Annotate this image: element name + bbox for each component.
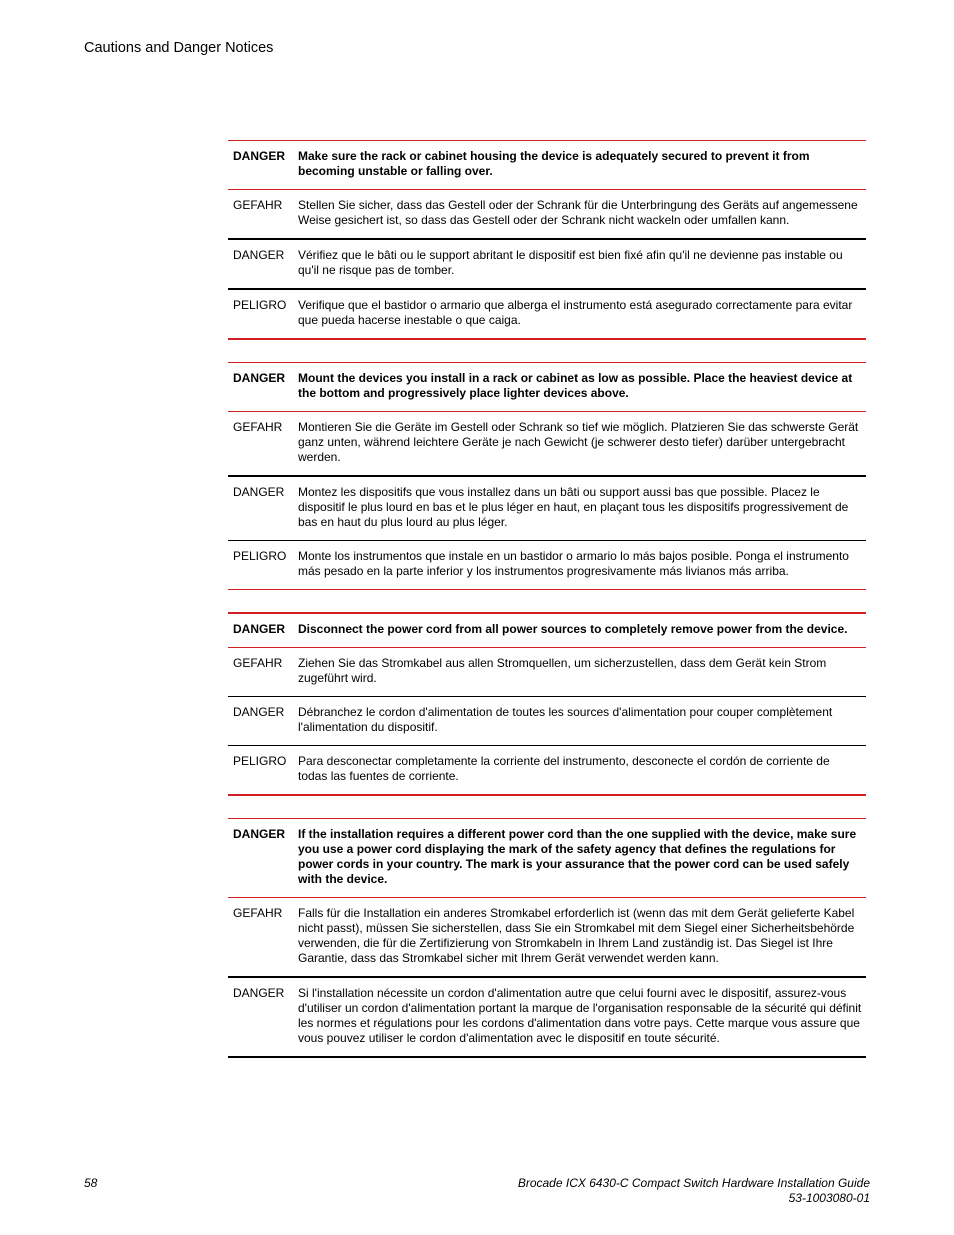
danger-notice-block (228, 612, 866, 796)
danger-notices (228, 140, 866, 1058)
notice-text: Make sure the rack or cabinet housing the device is adequately secured to prevent it from becoming unstable or falling over. (298, 149, 810, 178)
notice-label: PELIGRO (233, 298, 287, 312)
notice-row (228, 976, 866, 1056)
notice-row (228, 140, 866, 189)
notice-label: GEFAHR (233, 420, 283, 434)
notice-row (228, 288, 866, 338)
notice-label: DANGER (233, 622, 286, 636)
notice-label: DANGER (233, 485, 285, 499)
notice-row (228, 362, 866, 411)
notice-text: Si l'installation nécessite un cordon d'alimentation autre que celui fourni avec le dispositif, assurez-vous d'utiliser un cordon d'alimentation portant la marque de l'organisation responsable de la sécurité qui définit les normes et régulations pour les cordons d'alimentation dans votre pays. Cette marque vous assure que vous pouvez utiliser le cordon d'alimentation avec le dispositif en toute sécurité. (298, 986, 862, 1045)
page-number: 58 (84, 1176, 98, 1190)
notice-row (228, 475, 866, 540)
danger-notice-block (228, 818, 866, 1058)
running-head: Cautions and Danger Notices (84, 40, 274, 56)
notice-row (228, 745, 866, 794)
danger-notice-block (228, 362, 866, 590)
footer-doc-title: Brocade ICX 6430-C Compact Switch Hardware Installation Guide (517, 1176, 870, 1190)
notice-text: Para desconectar completamente la corriente del instrumento, desconecte el cordón de corriente de todas las fuentes de corriente. (298, 754, 830, 783)
notice-label: DANGER (233, 149, 286, 163)
block-end-rule (228, 1056, 866, 1058)
notice-label: DANGER (233, 248, 285, 262)
notice-text: Mount the devices you install in a rack or cabinet as low as possible. Place the heaviest device at the bottom and progressively place lighter devices above. (298, 371, 853, 400)
notice-row (228, 818, 866, 897)
notice-label: GEFAHR (233, 906, 283, 920)
footer-doc-info (518, 1176, 870, 1206)
notice-label: PELIGRO (233, 754, 287, 768)
notice-row (228, 897, 866, 976)
notice-label: GEFAHR (233, 656, 283, 670)
notice-row (228, 411, 866, 475)
notice-label: GEFAHR (233, 198, 283, 212)
danger-notice-block (228, 140, 866, 340)
notice-label: DANGER (233, 371, 286, 385)
notice-text: If the installation requires a different power cord than the one supplied with the device, make sure you use a power cord displaying the mark of the safety agency that defines the regulations for power cords in your country. The mark is your assurance that the power cord can be used safely with the device. (298, 827, 857, 886)
notice-text: Montez les dispositifs que vous installez dans un bâti ou support aussi bas que possible. Placez le dispositif le plus lourd en bas et le plus léger en haut, en plaçant tous les dispositifs progressivement de bas en haut du plus lourd au plus léger. (298, 485, 849, 529)
notice-row (228, 647, 866, 696)
notice-row (228, 612, 866, 647)
notice-row (228, 238, 866, 288)
notice-row (228, 696, 866, 745)
notice-row (228, 540, 866, 589)
notice-text: Verifique que el bastidor o armario que alberga el instrumento está asegurado correctamente para evitar que pueda hacerse inestable o que caiga. (298, 298, 853, 327)
notice-text: Disconnect the power cord from all power sources to completely remove power from the device. (298, 622, 848, 636)
notice-label: PELIGRO (233, 549, 287, 563)
notice-text: Vérifiez que le bâti ou le support abritant le dispositif est bien fixé afin qu'il ne devienne pas instable ou qu'il ne risque pas de tomber. (298, 248, 843, 277)
notice-text: Débranchez le cordon d'alimentation de toutes les sources d'alimentation pour couper complètement l'alimentation du dispositif. (298, 705, 833, 734)
notice-label: DANGER (233, 986, 285, 1000)
notice-row (228, 189, 866, 238)
notice-text: Monte los instrumentos que instale en un bastidor o armario lo más bajos posible. Ponga el instrumento más pesado en la parte inferior y los instrumentos progresivamente más livianos más arriba. (298, 549, 849, 578)
notice-text: Falls für die Installation ein anderes Stromkabel erforderlich ist (wenn das mit dem Gerät gelieferte Kabel nicht passt), müssen Sie sicherstellen, dass Sie ein Stromkabel mit dem Siegel einer Sicherheitsbehörde verwenden, die für die Zertifizierung von Stromkabeln in Ihrem Land zuständig ist. Das Siegel ist Ihre Garantie, dass das Stromkabel sicher mit Ihrem Gerät verwendet werden kann. (298, 906, 855, 965)
notice-label: DANGER (233, 827, 286, 841)
notice-label: DANGER (233, 705, 285, 719)
notice-text: Stellen Sie sicher, dass das Gestell oder der Schrank für die Unterbringung des Geräts auf angemessene Weise gesichert ist, so dass das Gestell oder der Schrank nicht wackeln oder umfallen kann. (298, 198, 858, 227)
notice-text: Ziehen Sie das Stromkabel aus allen Stromquellen, um sicherzustellen, dass dem Gerät kein Strom zugeführt wird. (298, 656, 827, 685)
footer-doc-number: 53-1003080-01 (788, 1191, 870, 1205)
notice-text: Montieren Sie die Geräte im Gestell oder Schrank so tief wie möglich. Platzieren Sie das schwerste Gerät ganz unten, während leichtere Geräte je nach Gewicht (je schwerer desto tiefer) darüber untergebracht werden. (298, 420, 859, 464)
